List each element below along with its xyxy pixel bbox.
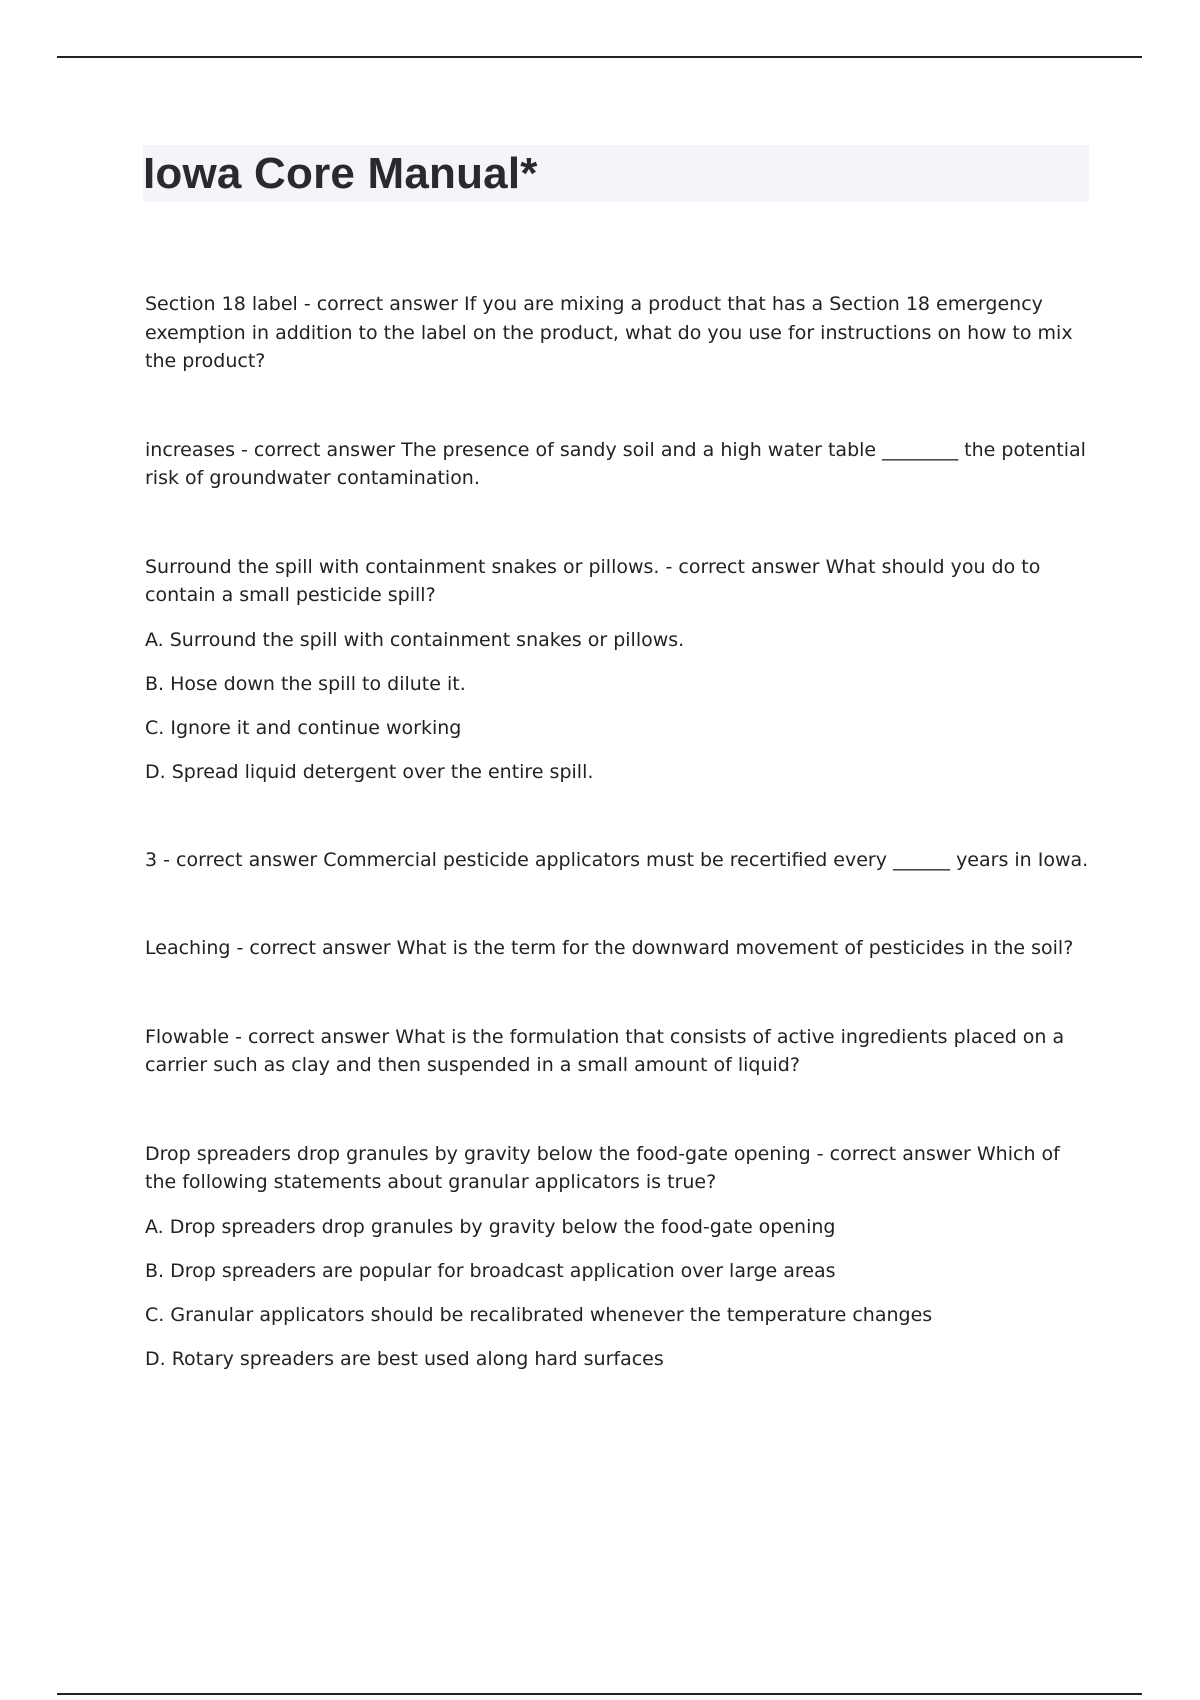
- answer-option-a: A. Surround the spill with containment snakes or pillows.: [145, 628, 685, 651]
- answer-options: [145, 626, 1095, 786]
- qa-entry-6: [145, 1023, 1095, 1080]
- qa-entry-text: Surround the spill with containment snakes or pillows. - correct answer What should you do to contain a small pesticide spill?: [145, 555, 1041, 606]
- qa-entry-1: [145, 290, 1095, 376]
- qa-entry-text: Flowable - correct answer What is the formulation that consists of active ingredients placed on a carrier such as clay and then suspended in a small amount of liquid?: [145, 1025, 1065, 1076]
- footer-divider: [57, 1693, 1142, 1695]
- answer-option-b: B. Drop spreaders are popular for broadcast application over large areas: [145, 1259, 836, 1282]
- entry-spacer: [145, 963, 1095, 1023]
- answer-option-c: C. Ignore it and continue working: [145, 716, 462, 739]
- qa-entry-text: increases - correct answer The presence of sandy soil and a high water table ________ the potential risk of groundwater contamination.: [145, 438, 1086, 489]
- answer-options: [145, 1213, 1095, 1373]
- page-title: Iowa Core Manual*: [143, 148, 538, 198]
- qa-entry-text: Leaching - correct answer What is the term for the downward movement of pesticides in the soil?: [145, 937, 1074, 959]
- header-divider: [57, 56, 1142, 58]
- title-band: [143, 145, 1089, 202]
- qa-entry-7: [145, 1140, 1095, 1373]
- qa-entry-2: [145, 436, 1095, 493]
- answer-option-a: A. Drop spreaders drop granules by gravity below the food-gate opening: [145, 1215, 836, 1238]
- qa-entry-3: [145, 553, 1095, 786]
- entry-spacer: [145, 1080, 1095, 1140]
- qa-entry-text: 3 - correct answer Commercial pesticide applicators must be recertified every ______ years in Iowa.: [145, 848, 1089, 871]
- answer-option-d: D. Spread liquid detergent over the entire spill.: [145, 760, 594, 783]
- entry-spacer: [145, 493, 1095, 553]
- qa-list: [145, 290, 1095, 1373]
- answer-option-c: C. Granular applicators should be recalibrated whenever the temperature changes: [145, 1303, 933, 1326]
- answer-option-d: D. Rotary spreaders are best used along hard surfaces: [145, 1347, 664, 1370]
- qa-entry-5: [145, 934, 1095, 963]
- qa-entry-text: Drop spreaders drop granules by gravity below the food-gate opening - correct answer Which of the following statements about granular applicators is true?: [145, 1142, 1060, 1193]
- qa-entry-4: [145, 846, 1095, 875]
- answer-option-b: B. Hose down the spill to dilute it.: [145, 672, 466, 695]
- qa-entry-text: Section 18 label - correct answer If you are mixing a product that has a Section 18 emergency exemption in addition to the label on the product, what do you use for instructions on how to mix the product?: [145, 293, 1073, 372]
- entry-spacer: [145, 874, 1095, 934]
- entry-spacer: [145, 376, 1095, 436]
- entry-spacer: [145, 786, 1095, 846]
